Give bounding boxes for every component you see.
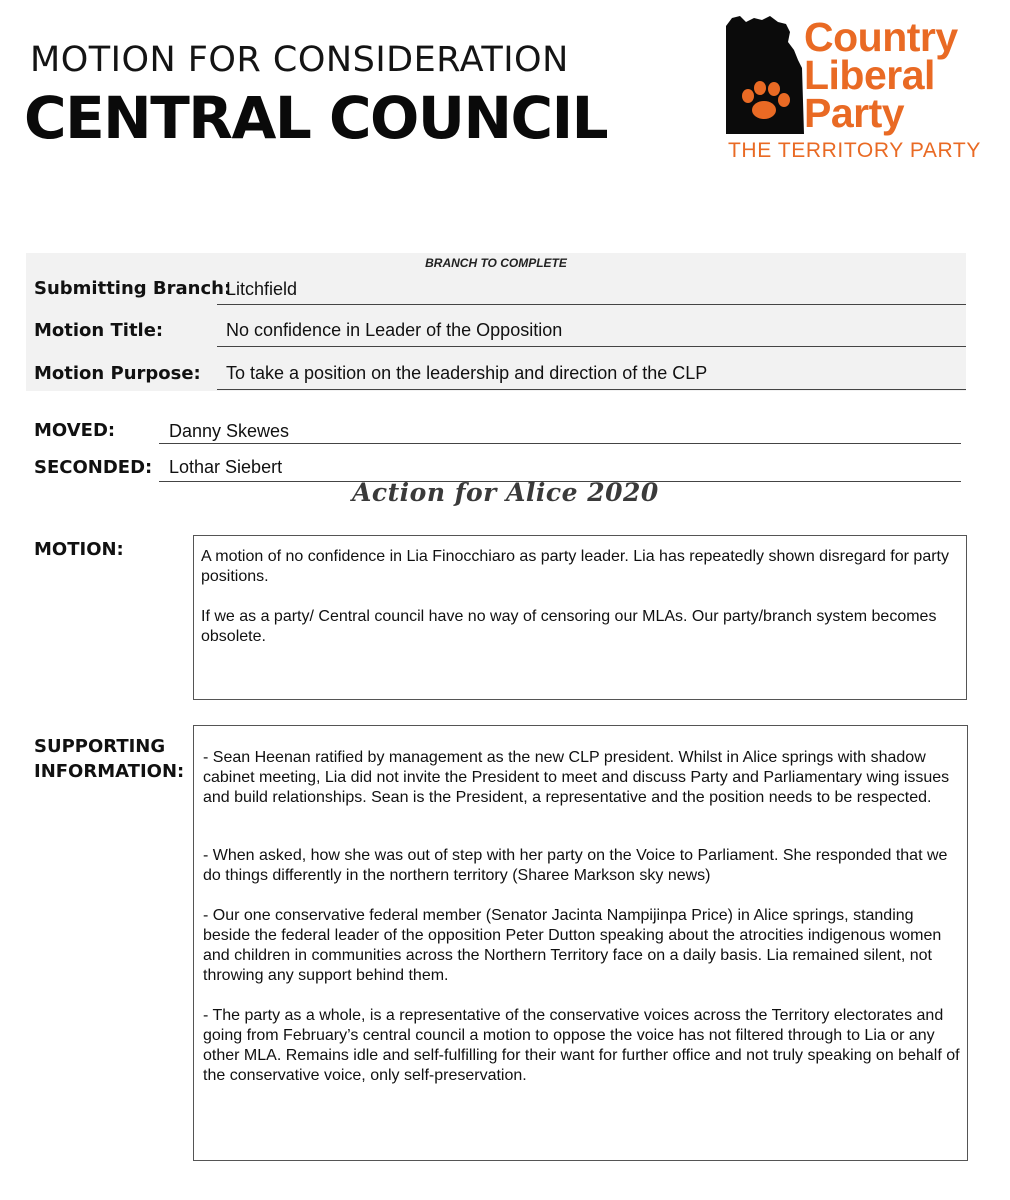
supporting-paragraph-4: - The party as a whole, is a representative of the conservative voices across the Territory electorates and going from February’s central council a motion to oppose the voice has not filtered through to Lia or any other MLA. Remains idle and self-fulfilling for their want for further office and not truly speaking on behalf of the conservative voice, only self-preservation. xyxy=(203,1007,960,1084)
submitting-branch-underline xyxy=(217,304,966,305)
submitting-branch-label: Submitting Branch: xyxy=(34,278,232,299)
moved-underline xyxy=(159,443,961,444)
motion-title-underline xyxy=(217,346,966,347)
seconded-field[interactable]: Lothar Siebert xyxy=(169,457,283,477)
party-name-line-3: Party xyxy=(804,90,905,136)
supporting-paragraph-1: - Sean Heenan ratified by management as the new CLP president. Whilst in Alice springs with shadow cabinet meeting, Lia did not invite the President to meet and discuss Party and Parliamentary wing issues and build relationships. Sean is the President, a representative and the position needs to be respected. xyxy=(203,749,950,806)
party-name-line-1: Country xyxy=(804,14,958,60)
motion-title-field[interactable]: No confidence in Leader of the Opposition xyxy=(226,320,563,340)
territory-map-icon xyxy=(726,12,806,134)
motion-paragraph-2: If we as a party/ Central council have no way of censoring our MLAs. Our party/branch system becomes obsolete. xyxy=(201,608,937,645)
supporting-paragraph-2: - When asked, how she was out of step with her party on the Voice to Parliament. She responded that we do things differently in the northern territory (Sharee Markson sky news) xyxy=(203,847,948,884)
party-name-line-2: Liberal xyxy=(804,52,935,98)
party-logo xyxy=(726,12,996,172)
motion-purpose-field[interactable]: To take a position on the leadership and direction of the CLP xyxy=(226,363,708,383)
form-subtitle: MOTION FOR CONSIDERATION xyxy=(30,40,569,80)
motion-purpose-label: Motion Purpose: xyxy=(34,363,201,384)
party-tagline: THE TERRITORY PARTY xyxy=(728,139,981,162)
motion-textarea[interactable] xyxy=(193,535,967,700)
moved-label: MOVED: xyxy=(34,420,116,441)
supporting-info-label-line-1: SUPPORTING xyxy=(34,736,166,757)
supporting-info-label xyxy=(34,734,184,784)
supporting-info-textarea[interactable] xyxy=(193,725,968,1161)
moved-field[interactable]: Danny Skewes xyxy=(169,421,290,441)
party-name xyxy=(804,14,958,136)
watermark-text: Action for Alice 2020 xyxy=(352,478,659,507)
motion-title-label: Motion Title: xyxy=(34,320,164,341)
branch-section-caption: BRANCH TO COMPLETE xyxy=(425,256,567,270)
supporting-paragraph-3: - Our one conservative federal member (Senator Jacinta Nampijinpa Price) in Alice springs, standing beside the federal leader of the opposition Peter Dutton speaking about the atrocities indigenous women and children in communities across the Northern Territory face on a daily basis. Lia remained silent, not throwing any support behind them. xyxy=(203,907,942,984)
submitting-branch-field[interactable]: Litchfield xyxy=(226,279,298,299)
motion-purpose-underline xyxy=(217,389,966,390)
form-title: CENTRAL COUNCIL xyxy=(24,84,608,152)
motion-paragraph-1: A motion of no confidence in Lia Finocchiaro as party leader. Lia has repeatedly shown disregard for party positions. xyxy=(201,548,949,585)
supporting-info-label-line-2: INFORMATION: xyxy=(34,761,185,782)
seconded-label: SECONDED: xyxy=(34,457,153,478)
motion-label: MOTION: xyxy=(34,539,124,560)
